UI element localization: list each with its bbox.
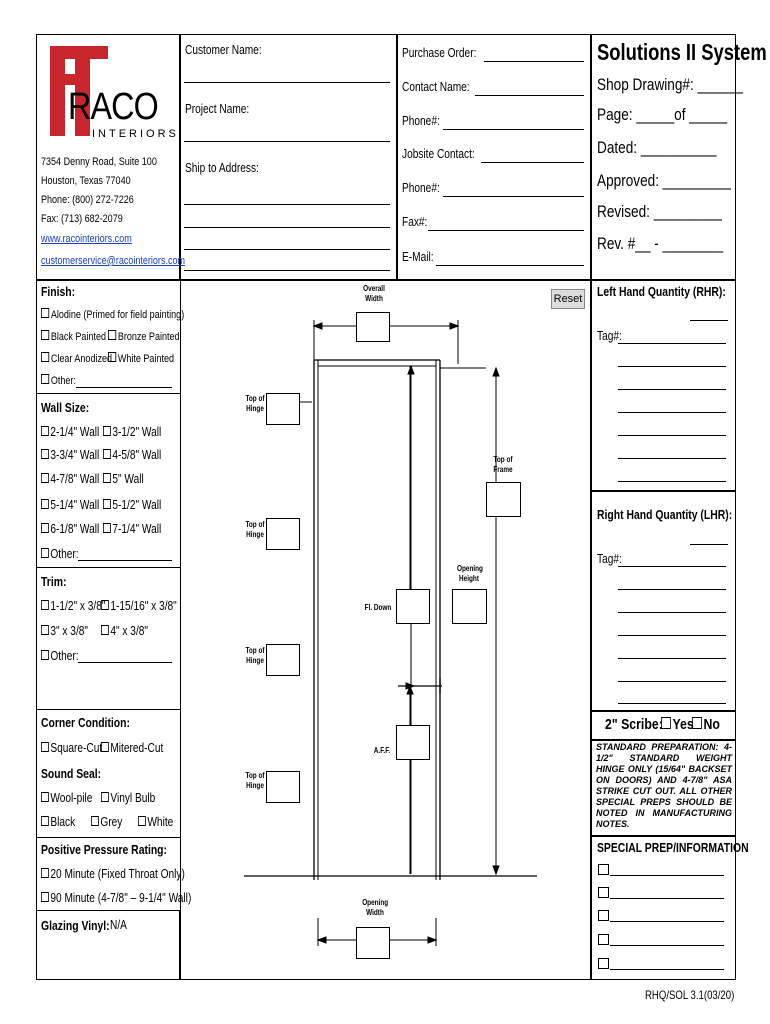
project-name-field[interactable] <box>184 141 390 142</box>
right-tag-field-4[interactable] <box>618 635 726 636</box>
frame-elevation-drawing <box>182 282 588 980</box>
phone-field[interactable] <box>443 129 584 130</box>
divider <box>179 911 181 980</box>
right-tag-field-1[interactable] <box>618 566 726 567</box>
trim-other-label: Other: <box>50 648 79 663</box>
trim-option-label: 1-1/2" x 3/8" <box>50 598 106 613</box>
left-tag-label: Tag#: <box>597 328 622 343</box>
logo-text: RACO <box>68 86 158 128</box>
fl-down-input[interactable] <box>396 589 430 624</box>
wall-size-title: Wall Size: <box>41 400 90 415</box>
left-tag-field-5[interactable] <box>618 435 726 436</box>
wall-option-label: 5-1/4" Wall <box>50 497 100 512</box>
scribe-label: 2" Scribe: <box>605 716 663 733</box>
company-website-link[interactable]: www.racointeriors.com <box>41 233 132 245</box>
wall-other-label: Other: <box>50 546 79 561</box>
corner-title: Corner Condition: <box>41 715 130 730</box>
special-prep-checkbox-3[interactable] <box>598 910 609 921</box>
trim-section-frame <box>36 568 181 710</box>
customer-name-field[interactable] <box>184 82 390 83</box>
seal-woolpile-label: Wool-pile <box>50 790 93 805</box>
email-label: E-Mail: <box>402 249 434 264</box>
page-field[interactable]: Page: _____of _____ <box>597 105 728 124</box>
ship-address-field-4[interactable] <box>184 270 390 271</box>
right-tag-field-5[interactable] <box>618 658 726 659</box>
finish-other-label: Other: <box>50 375 76 387</box>
trim-title: Trim: <box>41 574 67 589</box>
right-hand-quantity-title: Right Hand Quantity (LHR): <box>597 507 733 522</box>
ship-address-field-2[interactable] <box>184 227 390 228</box>
seal-white-label: White <box>147 814 174 829</box>
overall-width-input[interactable] <box>356 312 390 342</box>
corner-square-label: Square-Cut <box>50 740 103 755</box>
top-of-hinge-input-2[interactable] <box>266 518 300 550</box>
jobsite-contact-label: Jobsite Contact: <box>402 146 475 161</box>
po-label: Purchase Order: <box>402 45 477 60</box>
wall-option-label: 3-1/2" Wall <box>112 424 162 439</box>
wall-option-label: 4-7/8" Wall <box>50 471 100 486</box>
company-phone: Phone: (800) 272-7226 <box>41 194 134 206</box>
pressure-90min-label: 90 Minute (4-7/8" – 9-1/4" Wall) <box>50 890 192 905</box>
wall-section-frame <box>36 394 181 568</box>
email-field[interactable] <box>436 265 584 266</box>
special-prep-checkbox-5[interactable] <box>598 958 609 969</box>
top-of-hinge-input-3[interactable] <box>266 644 300 676</box>
special-prep-checkbox-4[interactable] <box>598 934 609 945</box>
left-tag-field-4[interactable] <box>618 412 726 413</box>
aff-input[interactable] <box>396 725 430 760</box>
shop-drawing-field[interactable]: Shop Drawing#: ______ <box>597 75 743 94</box>
right-hand-quantity-field[interactable] <box>690 544 728 545</box>
left-hand-quantity-title: Left Hand Quantity (RHR): <box>597 284 726 299</box>
divider <box>591 490 736 492</box>
top-of-frame-label: Top of Frame <box>493 455 513 474</box>
ship-address-field-1[interactable] <box>184 204 390 205</box>
company-fax: Fax: (713) 682-2079 <box>41 213 123 225</box>
trim-option-label: 3" x 3/8" <box>50 623 89 638</box>
opening-height-input[interactable] <box>452 589 487 624</box>
special-prep-title: SPECIAL PREP/INFORMATION <box>597 840 749 855</box>
wall-option-label: 2-1/4" Wall <box>50 424 100 439</box>
dated-field[interactable]: Dated: __________ <box>597 138 717 157</box>
corner-section-frame <box>36 710 181 838</box>
ship-address-field-3[interactable] <box>184 249 390 250</box>
trim-option-label: 4" x 3/8" <box>110 623 149 638</box>
finish-clear-label: Clear Anodized <box>50 353 113 365</box>
pressure-title: Positive Pressure Rating: <box>41 842 167 857</box>
opening-height-label: Opening Height <box>457 564 483 583</box>
logo-subtext: INTERIORS <box>92 128 179 140</box>
address-line1: 7354 Denny Road, Suite 100 <box>41 156 157 168</box>
right-tag-label: Tag#: <box>597 551 622 566</box>
wall-option-label: 4-5/8" Wall <box>112 447 162 462</box>
left-tag-field-7[interactable] <box>618 481 726 482</box>
right-tag-field-6[interactable] <box>618 681 726 682</box>
special-prep-field-2[interactable] <box>610 898 724 899</box>
left-tag-field-6[interactable] <box>618 458 726 459</box>
aff-label: A.F.F. <box>373 746 391 755</box>
pressure-section-frame <box>36 838 181 911</box>
top-of-hinge-label-1: Top of Hinge <box>245 394 265 413</box>
wall-option-label: 6-1/8" Wall <box>50 521 100 536</box>
scribe-yes-label: Yes <box>672 716 694 733</box>
form-code: RHQ/SOL 3.1(03/20) <box>645 988 735 1002</box>
jobsite-contact-field[interactable] <box>481 162 584 163</box>
divider <box>591 710 736 712</box>
pressure-20min-label: 20 Minute (Fixed Throat Only) <box>50 866 185 881</box>
glazing-label: Glazing Vinyl: <box>41 918 110 933</box>
wall-option-label: 3-3/4" Wall <box>50 447 100 462</box>
special-prep-field-1[interactable] <box>610 875 724 876</box>
opening-width-label: Opening Width <box>362 898 389 917</box>
customer-name-label: Customer Name: <box>185 42 262 57</box>
right-tag-field-3[interactable] <box>618 612 726 613</box>
top-of-hinge-label-3: Top of Hinge <box>245 646 265 665</box>
left-hand-quantity-field[interactable] <box>690 320 728 321</box>
fax-field[interactable] <box>428 230 584 231</box>
company-email-link[interactable]: customerservice@racointeriors.com <box>41 255 185 267</box>
scribe-no-checkbox[interactable] <box>692 716 720 733</box>
seal-vinyl-label: Vinyl Bulb <box>110 790 156 805</box>
wall-option-label: 7-1/4" Wall <box>112 521 162 536</box>
po-field[interactable] <box>484 61 584 62</box>
approved-field[interactable]: Approved: _________ <box>597 171 731 190</box>
right-tag-field-2[interactable] <box>618 589 726 590</box>
sound-seal-title: Sound Seal: <box>41 766 102 781</box>
top-of-hinge-input-1[interactable] <box>266 393 300 425</box>
standard-preparation-note: STANDARD PREPARATION: 4-1/2" STANDARD WEIGHT HINGE ONLY (15/64" BACKSET ON DOORS) AND 4-7/8" ASA STRIKE CUT OUT. ALL OTHER SPECIAL PREPS SHOULD BE NOTED IN MANUFACTURING NOTES. <box>596 742 732 829</box>
phone2-label: Phone#: <box>402 180 440 195</box>
top-of-hinge-label-2: Top of Hinge <box>245 520 265 539</box>
finish-white-label: White Painted <box>117 353 174 365</box>
reset-label: Reset <box>553 293 583 305</box>
divider <box>396 34 398 280</box>
project-name-label: Project Name: <box>185 101 250 116</box>
divider <box>591 739 736 741</box>
left-tag-field-2[interactable] <box>618 366 726 367</box>
left-tag-field-1[interactable] <box>618 343 726 344</box>
special-prep-field-5[interactable] <box>610 969 724 970</box>
checkbox-icon <box>692 717 702 729</box>
checkbox-icon <box>661 717 671 729</box>
scribe-yes-checkbox[interactable] <box>661 716 694 733</box>
overall-width-label: Overall Width <box>363 284 385 303</box>
contact-name-label: Contact Name: <box>402 79 470 94</box>
right-tag-field-7[interactable] <box>618 703 726 704</box>
finish-bronze-label: Bronze Painted <box>117 331 180 343</box>
trim-option-label: 1-15/16" x 3/8" <box>110 598 177 613</box>
glazing-value: N/A <box>110 917 127 932</box>
phone2-field[interactable] <box>443 196 584 197</box>
ship-address-label: Ship to Address: <box>185 160 259 175</box>
divider <box>179 34 181 280</box>
wall-option-label: 5" Wall <box>112 471 144 486</box>
finish-section-frame <box>36 280 181 394</box>
special-prep-checkbox-1[interactable] <box>598 864 609 875</box>
opening-width-input[interactable] <box>356 927 390 959</box>
address-line2: Houston, Texas 77040 <box>41 175 131 187</box>
fl-down-label: Fl. Down <box>364 603 392 612</box>
fax-label: Fax#: <box>402 214 428 229</box>
divider <box>590 34 592 980</box>
divider <box>591 835 736 837</box>
contact-name-field[interactable] <box>475 95 584 96</box>
top-of-hinge-label-4: Top of Hinge <box>245 771 265 790</box>
special-prep-field-4[interactable] <box>610 945 724 946</box>
top-of-frame-input[interactable] <box>486 482 521 517</box>
revised-field[interactable]: Revised: _________ <box>597 202 722 221</box>
system-title: Solutions II System <box>597 39 767 65</box>
finish-title: Finish: <box>41 284 76 299</box>
finish-alodine-label: Alodine (Primed for field painting) <box>50 309 185 321</box>
wall-option-label: 5-1/2" Wall <box>112 497 162 512</box>
top-of-hinge-input-4[interactable] <box>266 771 300 803</box>
left-tag-field-3[interactable] <box>618 389 726 390</box>
corner-mitered-label: Mitered-Cut <box>110 740 164 755</box>
seal-black-label: Black <box>50 814 76 829</box>
special-prep-checkbox-2[interactable] <box>598 887 609 898</box>
finish-black-label: Black Painted <box>50 331 106 343</box>
scribe-no-label: No <box>703 716 720 733</box>
seal-grey-label: Grey <box>100 814 123 829</box>
special-prep-field-3[interactable] <box>610 921 724 922</box>
phone-label: Phone#: <box>402 113 440 128</box>
rev-field[interactable]: Rev. #__ - ________ <box>597 234 724 253</box>
